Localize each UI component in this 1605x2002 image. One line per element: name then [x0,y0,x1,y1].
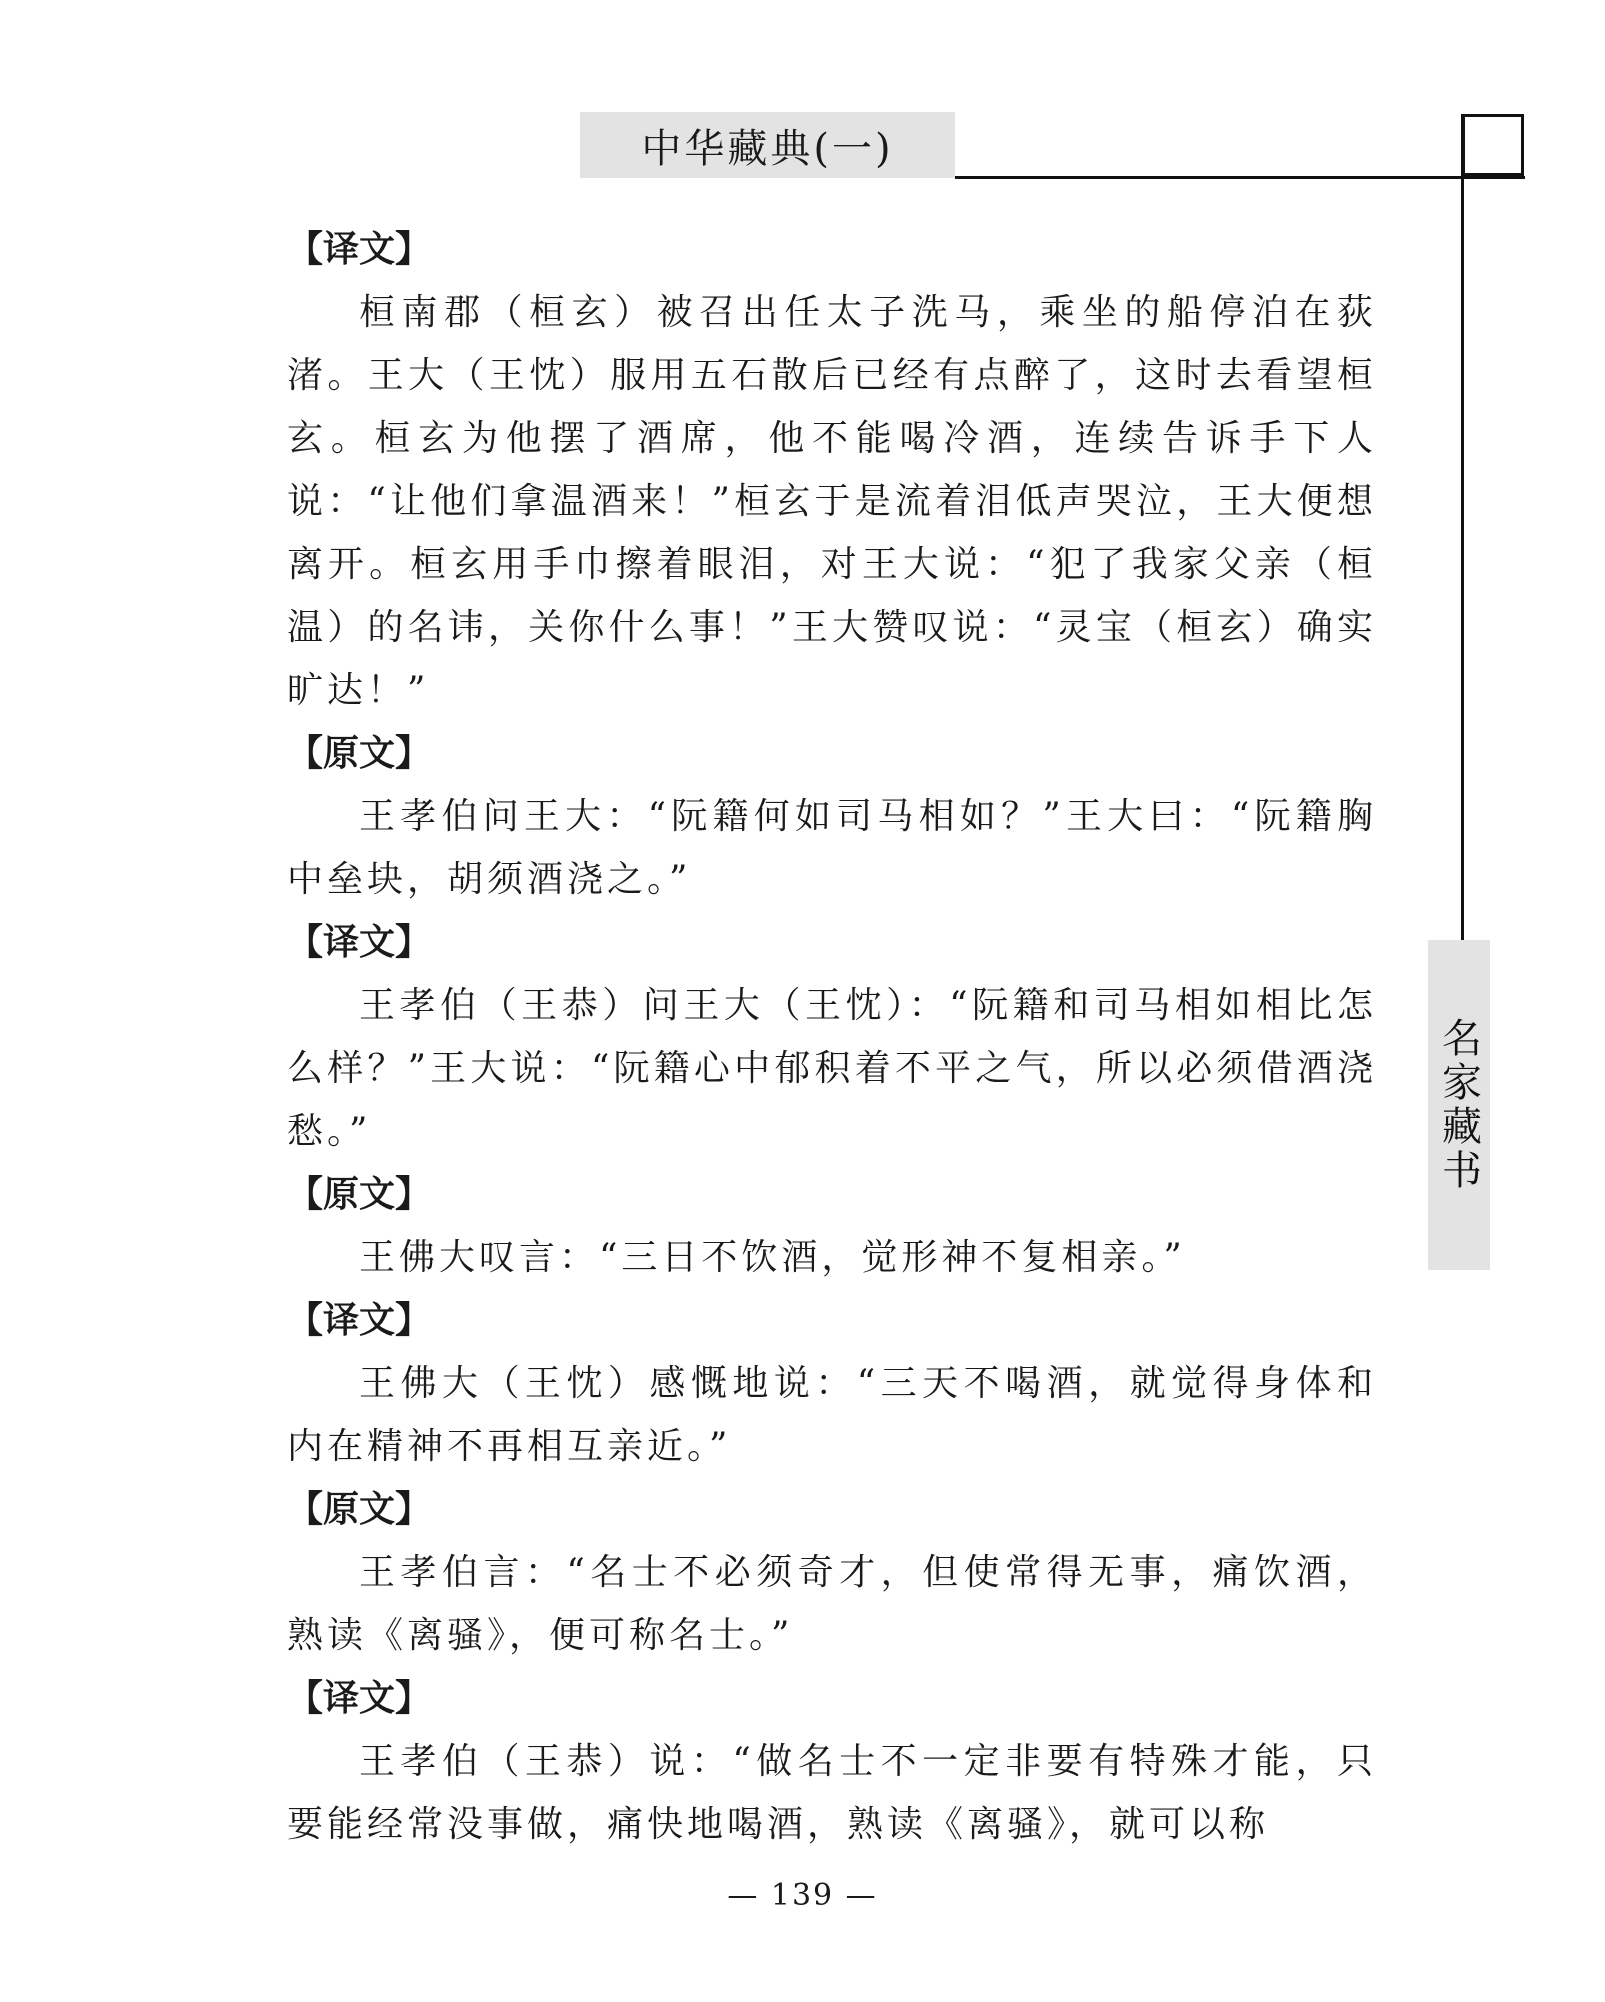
section-heading: 【译文】 [287,1678,432,1719]
header-rule [955,176,1525,179]
section-translation [287,911,1377,1163]
section-original [287,1478,1377,1667]
paragraph: 王佛大叹言：“三日不饮酒，觉形神不复相亲。” [359,1237,1186,1278]
paragraph: 王佛大（王忱）感慨地说：“三天不喝酒，就觉得身体和内在精神不再相互亲近。” [287,1363,1377,1467]
page-number: — 139 — [727,1878,878,1913]
book-title: 中华藏典(一) [580,112,955,178]
section-original [287,1163,1377,1289]
side-vertical-rule [1461,114,1464,944]
corner-box-decoration [1462,114,1524,176]
section-heading: 【译文】 [287,1300,432,1341]
section-translation [287,218,1377,722]
section-heading: 【原文】 [287,1489,432,1530]
paragraph: 王孝伯（王恭）说：“做名士不一定非要有特殊才能，只要能经常没事做，痛快地喝酒，熟读《离骚》，就可以称 [287,1741,1377,1845]
section-heading: 【译文】 [287,922,432,963]
section-heading: 【原文】 [287,1174,432,1215]
section-original [287,722,1377,911]
side-label: 名家藏书 [1435,1017,1482,1193]
paragraph: 王孝伯言：“名士不必须奇才，但使常得无事，痛饮酒，熟读《离骚》，便可称名士。” [287,1552,1377,1656]
page-body [287,218,1377,1856]
paragraph: 王孝伯（王恭）问王大（王忱）：“阮籍和司马相如相比怎么样？”王大说：“阮籍心中郁积着不平之气，所以必须借酒浇愁。” [287,985,1377,1152]
paragraph: 王孝伯问王大：“阮籍何如司马相如？”王大曰：“阮籍胸中垒块，胡须酒浇之。” [287,796,1377,900]
paragraph: 桓南郡（桓玄）被召出任太子洗马，乘坐的船停泊在荻渚。王大（王忱）服用五石散后已经有点醉了，这时去看望桓玄。桓玄为他摆了酒席，他不能喝冷酒，连续告诉手下人说：“让他们拿温酒来！”桓玄于是流着泪低声哭泣，王大便想离开。桓玄用手巾擦着眼泪，对王大说：“犯了我家父亲（桓温）的名讳，关你什么事！”王大赞叹说：“灵宝（桓玄）确实旷达！” [287,292,1377,711]
section-translation [287,1289,1377,1478]
side-tab [1428,940,1490,1270]
section-translation [287,1667,1377,1856]
section-heading: 【译文】 [287,229,432,270]
section-heading: 【原文】 [287,733,432,774]
